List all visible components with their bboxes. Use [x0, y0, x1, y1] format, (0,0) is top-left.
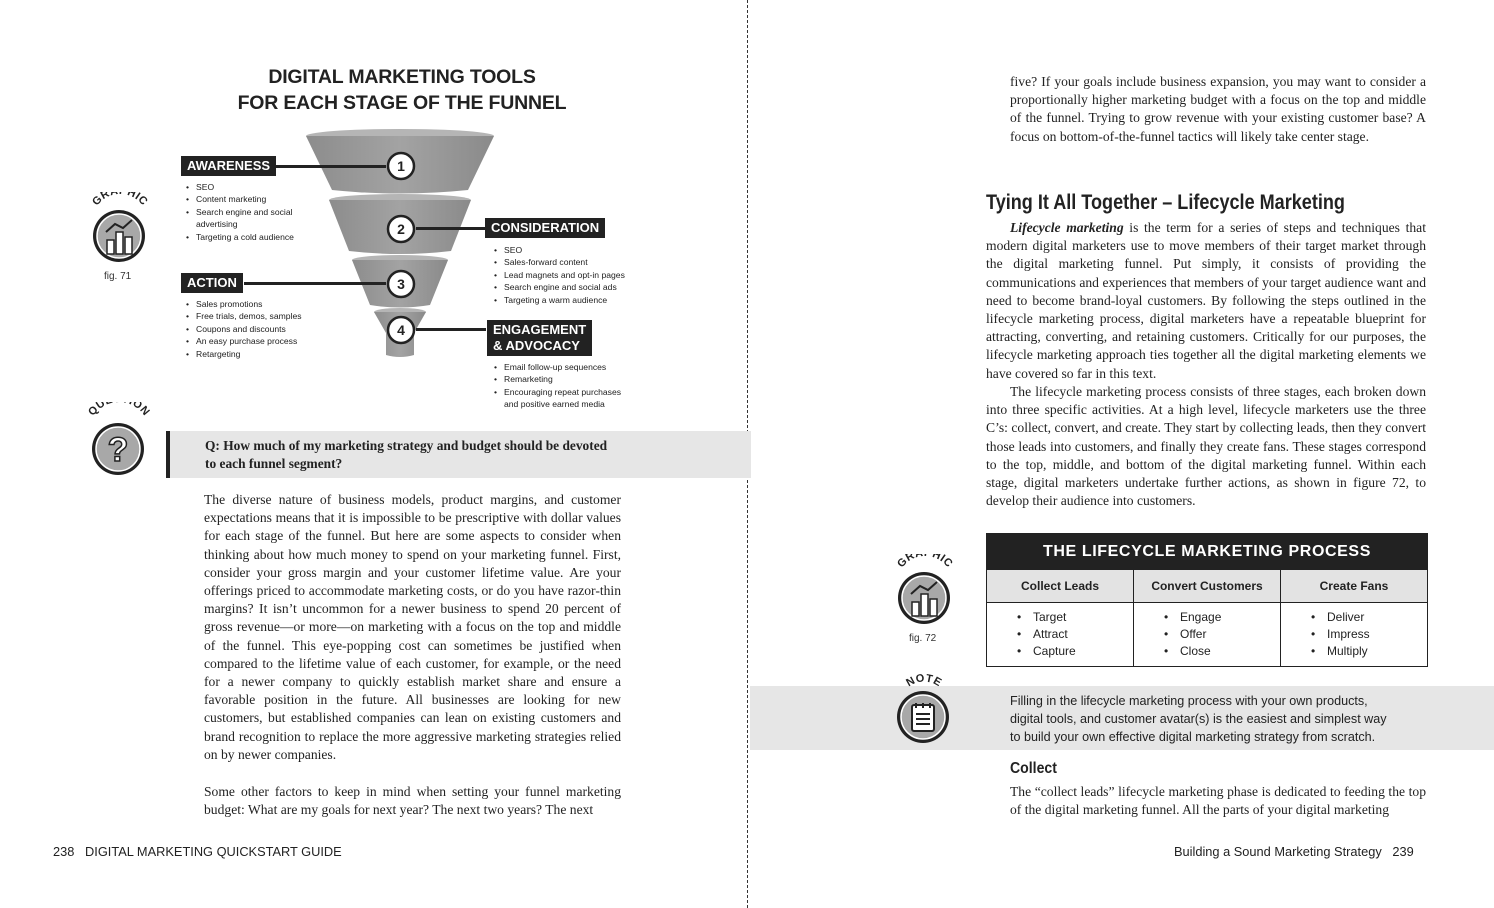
- table-title: THE LIFECYCLE MARKETING PROCESS: [987, 534, 1427, 570]
- column-header: Create Fans: [1281, 570, 1427, 603]
- question-mark-icon: [83, 402, 153, 482]
- graphic-badge-text: GR HIC: [895, 554, 955, 571]
- lifecycle-process-table: [986, 533, 1428, 667]
- awareness-leader-line: [276, 165, 386, 168]
- collect-paragraph: The “collect leads” lifecycle marketing phase is dedicated to feeding the top of the digital marketing funnel. All the parts of your digital marketing: [1010, 784, 1426, 818]
- engagement-leader-line: [416, 328, 486, 331]
- right-body-paragraph-2: The lifecycle marketing process consists of three stages, each broken down into three specific activities. At a high level, lifecycle marketers use the three C’s: collect, convert, and create. They start by collecting leads, then they convert those leads into customers, and finally they create fans. These stages correspond to the top, middle, and bottom of the digital marketing funnel. Within each stage, digital marketers undertake further actions, as shown in figure 72, to develop their audience into customers.: [986, 384, 1426, 509]
- engagement-label-line-1: ENGAGEMENT: [493, 322, 587, 337]
- question-badge: [83, 402, 153, 482]
- stage-1-number: 1: [397, 158, 405, 174]
- fig-71-caption: fig. 71: [104, 271, 132, 282]
- list-item: • Sales-forward content: [494, 256, 625, 268]
- svg-text:GRAPHIC: [90, 192, 150, 208]
- subheading-collect: Collect: [1010, 760, 1057, 777]
- list-item-continuation: and positive earned media: [504, 399, 605, 410]
- list-item: • Lead magnets and opt-in pages: [494, 269, 625, 281]
- stage-4-number-icon: [386, 315, 416, 345]
- graphic-badge-text: GR HIC: [90, 192, 150, 209]
- list-item: • SEO: [186, 181, 294, 193]
- question-text: [205, 437, 625, 473]
- svg-text:GRAPHIC: [895, 554, 955, 570]
- list-item: • Coupons and discounts: [186, 323, 302, 335]
- funnel-title-line-2: FOR EACH STAGE OF THE FUNNEL: [237, 92, 567, 114]
- list-item: • Free trials, demos, samples: [186, 310, 302, 322]
- fig-72-caption: fig. 72: [909, 633, 937, 644]
- left-body-paragraph-2: Some other factors to keep in mind when setting your funnel marketing budget: What are my goals for next year? The next two years? The next: [204, 784, 621, 818]
- stage-3-number-icon: [386, 269, 416, 299]
- question-line-1: Q: How much of my marketing strategy and budget should be devoted: [205, 438, 608, 453]
- svg-text:?: ?: [107, 431, 129, 469]
- left-page-number: 238: [53, 844, 75, 859]
- list-item: • Content marketing: [186, 193, 294, 205]
- right-top-paragraph: five? If your goals include business expansion, you may want to consider a proportionally higher marketing budget with a focus on the top and middle of the funnel. Trying to grow revenue with your existing customer base? A focus on bottom-of-the-funnel tactics will likely take center stage.: [1010, 74, 1426, 144]
- funnel-title-line-1: DIGITAL MARKETING TOOLS: [268, 66, 536, 88]
- awareness-tools-list: [186, 181, 294, 243]
- stage-2-number-icon: [386, 214, 416, 244]
- column-items: [1134, 603, 1280, 666]
- right-body-paragraph-1: [986, 219, 1426, 383]
- graphic-badge-fig-72: [889, 554, 959, 634]
- engagement-advocacy-label: [487, 320, 592, 356]
- left-footer: [53, 844, 342, 859]
- list-item: • Multiply: [1311, 643, 1427, 660]
- engagement-label-line-2: & ADVOCACY: [493, 338, 580, 353]
- graphic-chart-icon: [889, 554, 959, 634]
- list-item: • Encouraging repeat purchases: [494, 386, 621, 398]
- note-line-3: to build your own effective digital marketing strategy from scratch.: [1010, 730, 1376, 744]
- list-item: • Attract: [1017, 626, 1133, 643]
- consideration-label: CONSIDERATION: [485, 218, 605, 238]
- stage-3-number: 3: [397, 276, 405, 292]
- notepad-icon: [888, 670, 958, 750]
- list-item: • Sales promotions: [186, 298, 302, 310]
- list-item: • Remarketing: [494, 373, 621, 385]
- section-heading-lifecycle: Tying It All Together – Lifecycle Marketing: [986, 191, 1345, 214]
- lifecycle-marketing-term: Lifecycle marketing: [1010, 220, 1124, 235]
- engagement-tools-list: [494, 361, 621, 411]
- note-badge-text: NOTE: [904, 672, 944, 690]
- left-body-paragraph-1: The diverse nature of business models, product margins, and customer expectations means that it is impossible to be prescriptive with dollar values for each stage of the funnel. But here are some aspects to consider when thinking about how much money to spend on your marketing funnel. First, consider your gross margin and your customer lifetime value. Are your offerings priced to accommodate marketing costs, or do you have razor-thin margins? It isn’t uncommon for a newer business to spend 20 percent of gross revenue—or more—on marketing with a focus on the top and middle of the funnel. This eye-popping cost can sometimes be justified when compared to the lifetime value of each customer, for example, or the need for a newer company to quickly establish market share and ensure a favorable position in the future. All businesses are looking for new customers, but established companies can lean on existing customers and brand recognition to replace the more aggressive marketing strategies relied on by newer companies.: [204, 492, 621, 762]
- right-footer: [1174, 844, 1414, 859]
- left-running-footer: DIGITAL MARKETING QUICKSTART GUIDE: [85, 844, 342, 859]
- table-column-convert: [1134, 570, 1281, 666]
- table-column-collect: [987, 570, 1134, 666]
- list-item: • Capture: [1017, 643, 1133, 660]
- paragraph-1-rest: is the term for a series of steps and techniques that modern digital marketers use to move members of their target market through the digital marketing funnel. Put simply, it consists of providing the communications and experiences that members of your target audience want and need to become brand-loyal customers. By following the steps outlined in the lifecycle marketing process, digital marketers have a repeatable blueprint for attracting, converting, and retaining customers. Critically for our purposes, the lifecycle marketing approach ties together all the digital marketing elements we have covered so far in this text.: [986, 220, 1426, 381]
- list-item: • Impress: [1311, 626, 1427, 643]
- funnel-figure-title: [180, 64, 624, 116]
- question-badge-text: QU ON: [86, 402, 152, 419]
- list-item: • Engage: [1164, 609, 1280, 626]
- column-items: [987, 603, 1133, 666]
- list-item: • Offer: [1164, 626, 1280, 643]
- action-leader-line: [244, 282, 386, 285]
- list-item: • Target: [1017, 609, 1133, 626]
- list-item-continuation: advertising: [196, 219, 238, 230]
- note-line-2: digital tools, and customer avatar(s) is the easiest and simplest way: [1010, 712, 1387, 726]
- list-item: • Email follow-up sequences: [494, 361, 621, 373]
- stage-4-number: 4: [397, 322, 405, 338]
- list-item: • Targeting a warm audience: [494, 294, 625, 306]
- note-badge: [888, 670, 958, 750]
- action-label: ACTION: [181, 273, 243, 293]
- graphic-chart-icon: [84, 192, 154, 272]
- stage-1-number-icon: [386, 151, 416, 181]
- list-item: • Search engine and social ads: [494, 281, 625, 293]
- svg-text:QUESTION: [86, 402, 152, 418]
- column-header: Collect Leads: [987, 570, 1133, 603]
- column-items: [1281, 603, 1427, 666]
- graphic-badge-fig-71: [84, 192, 154, 272]
- question-line-2: to each funnel segment?: [205, 456, 343, 471]
- consideration-tools-list: [494, 244, 625, 306]
- right-page-number: 239: [1392, 844, 1414, 859]
- consideration-leader-line: [416, 227, 486, 230]
- table-column-create: [1281, 570, 1427, 666]
- note-line-1: Filling in the lifecycle marketing process with your own products,: [1010, 694, 1368, 708]
- note-text: [1010, 692, 1420, 746]
- right-running-footer: Building a Sound Marketing Strategy: [1174, 844, 1382, 859]
- list-item: • Deliver: [1311, 609, 1427, 626]
- list-item: • An easy purchase process: [186, 335, 302, 347]
- table-row: [987, 570, 1427, 666]
- awareness-label: AWARENESS: [181, 156, 276, 176]
- action-tools-list: [186, 298, 302, 360]
- list-item: • SEO: [494, 244, 625, 256]
- list-item: • Search engine and social: [186, 206, 294, 218]
- column-header: Convert Customers: [1134, 570, 1280, 603]
- svg-text:NOTE: [904, 672, 943, 689]
- list-item: • Targeting a cold audience: [186, 231, 294, 243]
- list-item: • Close: [1164, 643, 1280, 660]
- stage-2-number: 2: [397, 221, 405, 237]
- list-item: • Retargeting: [186, 348, 302, 360]
